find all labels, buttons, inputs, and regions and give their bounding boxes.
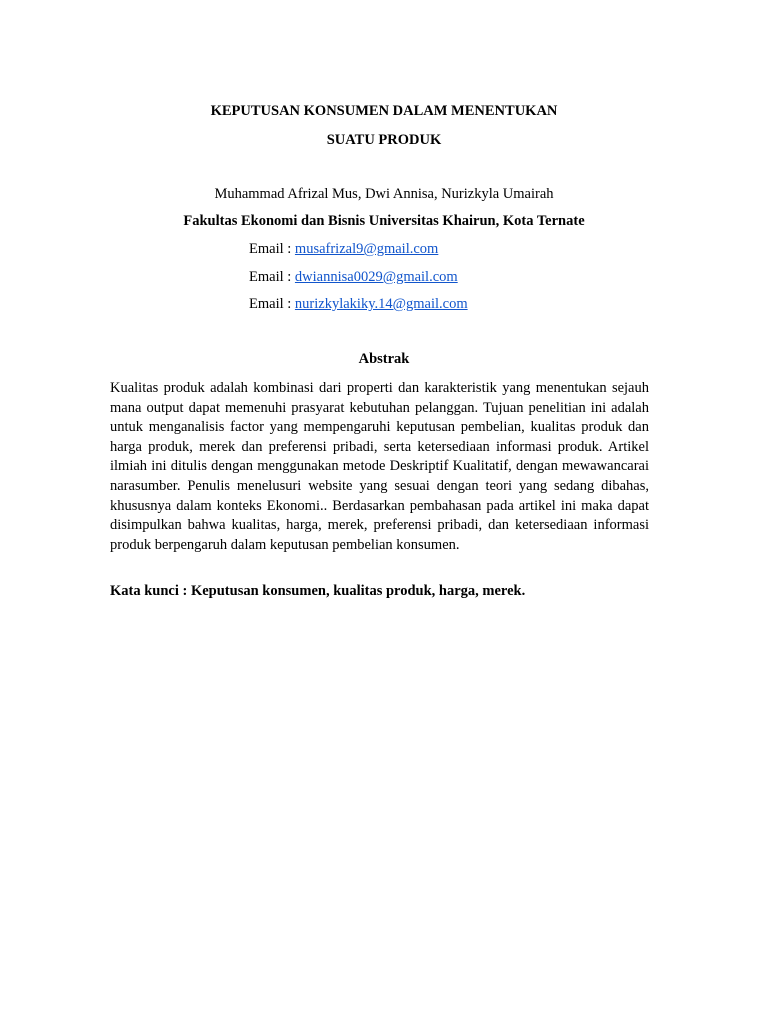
email-label: Email :	[249, 241, 295, 257]
email-link[interactable]: musafrizal9@gmail.com	[294, 241, 439, 257]
affiliation: Fakultas Ekonomi dan Bisnis Universitas Khairun, Kota Ternate	[183, 213, 585, 229]
paper-title-line-2: SUATU PRODUK	[326, 132, 442, 148]
email-link[interactable]: dwiannisa0029@gmail.com	[294, 269, 458, 285]
email-row	[249, 268, 458, 286]
author-list: Muhammad Afrizal Mus, Dwi Annisa, Nurizkyla Umairah	[214, 186, 554, 202]
email-label: Email :	[249, 269, 295, 285]
paper-title-line-1: KEPUTUSAN KONSUMEN DALAM MENENTUKAN	[210, 103, 558, 119]
email-label: Email :	[249, 296, 295, 312]
keywords: Kata kunci : Keputusan konsumen, kualitas produk, harga, merek.	[110, 583, 526, 599]
email-link[interactable]: nurizkylakiky.14@gmail.com	[294, 296, 468, 312]
email-row	[249, 295, 468, 313]
email-row	[249, 240, 438, 258]
abstract-heading: Abstrak	[358, 351, 410, 367]
abstract-body: Kualitas produk adalah kombinasi dari properti dan karakteristik yang menentukan sejauh mana output dapat memenuhi prasyarat kebutuhan pelanggan. Tujuan penelitian ini adalah untuk menganalisis factor yang mempengaruhi keputusan pembelian, kualitas produk dan harga produk, merek dan preferensi pribadi, serta ketersediaan informasi produk. Artikel ilmiah ini ditulis dengan menggunakan metode Deskriptif Kualitatif, dengan mewawancarai narasumber. Penulis menelusuri website yang sesuai dengan teori yang sedang dibahas, khususnya dalam konteks Ekonomi.. Berdasarkan pembahasan pada artikel ini maka dapat disimpulkan bahwa kualitas, harga, merek, preferensi pribadi, dan ketersediaan informasi produk berpengaruh dalam keputusan pembelian konsumen.	[110, 380, 649, 553]
